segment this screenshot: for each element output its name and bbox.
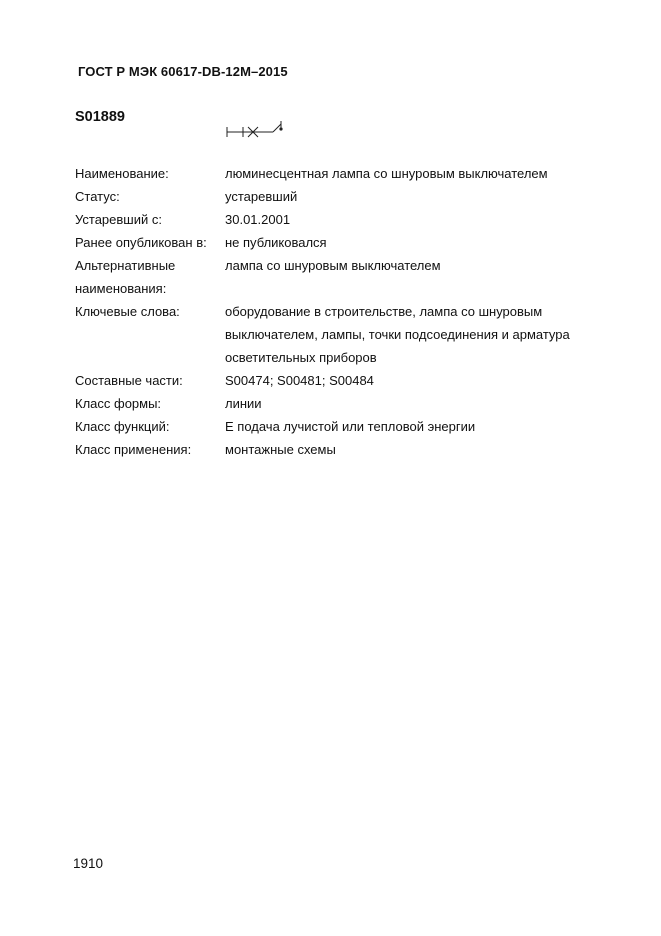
field-label: Составные части: xyxy=(75,373,183,388)
field-value: устаревший xyxy=(225,189,298,204)
attribute-list xyxy=(75,162,575,461)
field-label: Класс формы: xyxy=(75,396,162,411)
field-value: S00474; S00481; S00484 xyxy=(225,373,374,388)
field-keywords xyxy=(75,300,575,369)
field-status xyxy=(75,185,575,208)
field-value: оборудование в строительстве, лампа со шнуровым выключателем, лампы, точки подсоединения и арматура осветительных приборов xyxy=(225,304,570,365)
field-label: Класс функций: xyxy=(75,419,170,434)
page-number: 1910 xyxy=(73,856,104,871)
field-label: Ранее опубликован в: xyxy=(75,235,207,250)
field-obsolete-since xyxy=(75,208,575,231)
field-previously-published xyxy=(75,231,575,254)
field-label: Статус: xyxy=(75,189,120,204)
field-name xyxy=(75,162,575,185)
document-header: ГОСТ Р МЭК 60617-DB-12M–2015 xyxy=(78,64,288,79)
field-shape-class xyxy=(75,392,575,415)
field-label: Альтернативные наименования: xyxy=(75,258,176,296)
field-value: лампа со шнуровым выключателем xyxy=(225,258,441,273)
fluorescent-lamp-pull-cord-switch-symbol-icon xyxy=(226,120,290,140)
field-alternative-names xyxy=(75,254,575,300)
field-label: Устаревший с: xyxy=(75,212,162,227)
field-label: Класс применения: xyxy=(75,442,192,457)
field-application-class xyxy=(75,438,575,461)
field-value: 30.01.2001 xyxy=(225,212,291,227)
field-value: E подача лучистой или тепловой энергии xyxy=(225,419,476,434)
field-value: люминесцентная лампа со шнуровым выключателем xyxy=(225,166,548,181)
symbol-code: S01889 xyxy=(75,109,125,125)
field-value: не публиковался xyxy=(225,235,327,250)
field-label: Ключевые слова: xyxy=(75,304,180,319)
field-value: монтажные схемы xyxy=(225,442,336,457)
field-value: линии xyxy=(225,396,262,411)
field-function-class xyxy=(75,415,575,438)
field-components xyxy=(75,369,575,392)
field-label: Наименование: xyxy=(75,166,169,181)
